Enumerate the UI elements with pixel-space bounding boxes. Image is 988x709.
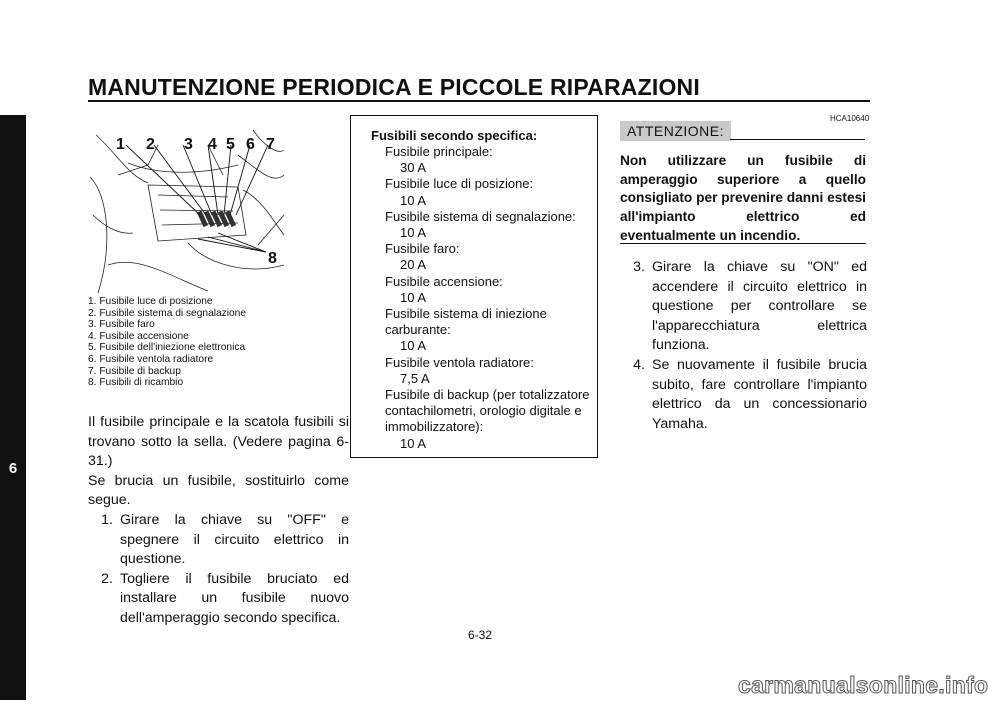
attention-label: ATTENZIONE: [620,121,731,141]
attention-rule [620,243,866,244]
caption-item: 8. Fusibili di ricambio [88,377,184,389]
step-number: 3. [633,259,645,275]
step-number: 4. [633,356,645,373]
attention-line [730,139,865,140]
callout-2: 2 [146,136,155,153]
callout-3: 3 [184,136,193,153]
callout-8: 8 [268,250,277,267]
spec-value: 10 A [400,225,427,241]
callout-4: 4 [208,136,217,153]
figure-captions [88,296,246,389]
step-number: 2. [101,570,113,587]
caption-item: 1. Fusibile luce di posizione [88,296,213,307]
step-item [88,511,349,570]
watermark: carmanualsonline.info [738,672,988,698]
callout-1: 1 [116,136,125,153]
page-title: MANUTENZIONE PERIODICA E PICCOLE RIPARAZIONI [88,74,700,100]
spec-label: Fusibile accensione: [385,273,503,289]
step-text: Se nuovamente il fusibile brucia subito, fare controllare l'impianto elettrico da un concessionario Yamaha. [652,356,867,432]
step-item [620,258,867,356]
fuse-specification-box [350,115,598,458]
caption-item: 7. Fusibile di backup [88,365,181,377]
callout-5: 5 [226,136,235,153]
spec-label: Fusibile principale: [385,144,493,159]
spec-label: Fusibile sistema di segnalazione: [385,208,576,224]
caption-item: 3. Fusibile faro [88,319,155,331]
spec-list [385,144,593,452]
spec-value: 10 A [400,435,427,451]
spec-value: 10 A [400,289,427,305]
spec-label: Fusibile faro: [385,241,460,257]
spec-label: Fusibile luce di posizione: [385,176,534,192]
spec-title: Fusibili secondo specifica: [371,128,538,143]
callout-7: 7 [266,136,275,153]
spec-label: Fusibile sistema di iniezione carburante: [385,306,547,338]
spec-value: 20 A [400,257,427,273]
page-number: 6-32 [467,628,493,642]
chapter-number: 6 [8,460,18,477]
attention-text: Non utilizzare un fusibile di amperaggio superiore a quello consigliato per prevenire danni estesi all'impianto elettrico ed eventualmente un incendio. [620,153,866,243]
caption-item: 2. Fusibile sistema di segnalazione [88,307,246,319]
step-text: Girare la chiave su "ON" ed accendere il circuito elettrico in questione per controllare se l'apparecchiatura elettrica funziona. [652,259,867,354]
spec-value: 30 A [400,160,427,176]
caption-item: 6. Fusibile ventola radiatore [88,353,214,365]
fuse-box-illustration [88,115,286,295]
step-text: Girare la chiave su "OFF" e spegnere il circuito elettrico in questione. [120,511,349,568]
spec-label: Fusibile ventola radiatore: [385,354,534,370]
step-number: 1. [101,511,113,528]
spec-value: 10 A [400,338,427,354]
left-body-text [88,413,349,629]
step-item [88,570,349,629]
right-body-text [620,258,867,434]
procedure-intro: Se brucia un fusibile, sostituirlo come segue. [88,472,349,509]
spec-value: 10 A [400,192,427,208]
callout-6: 6 [246,136,255,153]
spec-value: 7,5 A [400,370,430,386]
caption-item: 4. Fusibile accensione [88,330,189,342]
reference-code: HCA10640 [830,114,870,123]
intro-paragraph: Il fusibile principale e la scatola fusibili si trovano sotto la sella. (Vedere pagina 6-31.) [88,414,349,470]
step-item [620,356,867,434]
title-underline [88,100,870,102]
caption-item: 5. Fusibile dell'iniezione elettronica [88,342,246,354]
step-text: Togliere il fusibile bruciato ed installare un fusibile nuovo dell'amperaggio secondo specifica. [120,570,349,626]
chapter-tab [0,115,26,700]
spec-label: Fusibile di backup (per totalizzatore contachilometri, orologio digitale e immobilizzatore): [385,387,590,435]
